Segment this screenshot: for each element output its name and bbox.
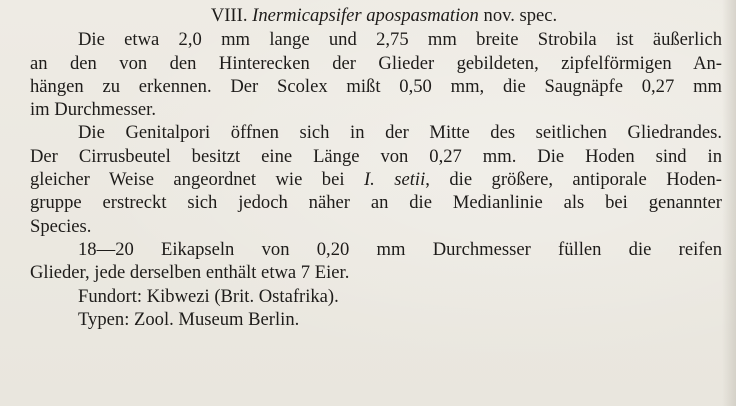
- fundort-line: Fundort: Kibwezi (Brit. Ostafrika).: [78, 285, 339, 307]
- paragraph-eikapseln: [30, 238, 722, 285]
- heading-suffix: nov. spec.: [483, 5, 558, 26]
- text-line: hängen zu erkennen. Der Scolex mißt 0,50 mm, die Saugnäpfe 0,27 mm: [30, 75, 722, 97]
- heading-species-name: Inermicapsifer apospasmation: [252, 5, 479, 26]
- typen-line: Typen: Zool. Museum Berlin.: [78, 308, 300, 330]
- species-abbreviation: I. setii: [363, 169, 426, 191]
- text-line: Die etwa 2,0 mm lange und 2,75 mm breite Strobila ist äußerlich: [78, 29, 722, 51]
- document-text: [30, 4, 722, 331]
- page-edge-shadow: [722, 0, 736, 406]
- paragraph-typen: [30, 308, 722, 331]
- text-line: an den von den Hinterecken der Glieder gebildeten, zipfelförmigen An-: [30, 52, 722, 74]
- text-line: Der Cirrusbeutel besitzt eine Länge von 0,27 mm. Die Hoden sind in: [30, 145, 722, 167]
- paragraph-genitalpori: [30, 121, 722, 237]
- paragraph-strobila: [30, 28, 722, 121]
- heading-numeral: VIII.: [210, 5, 248, 26]
- text-line: im Durchmesser.: [30, 99, 156, 121]
- text-line: [30, 168, 722, 191]
- text-segment: gleicher Weise angeordnet wie bei: [30, 169, 364, 191]
- text-line: Species.: [30, 215, 92, 237]
- text-line: 18—20 Eikapseln von 0,20 mm Durchmesser füllen die reifen: [78, 238, 722, 260]
- text-line: Glieder, jede derselben enthält etwa 7 Eier.: [30, 262, 350, 284]
- text-line: Die Genitalpori öffnen sich in der Mitte des seitlichen Gliedrandes.: [78, 122, 722, 144]
- paragraph-fundort: [30, 285, 722, 308]
- text-segment: , die größere, antiporale Hoden-: [425, 169, 722, 191]
- text-line: gruppe erstreckt sich jedoch näher an die Medianlinie als bei genannter: [30, 192, 722, 214]
- species-heading: [30, 4, 722, 27]
